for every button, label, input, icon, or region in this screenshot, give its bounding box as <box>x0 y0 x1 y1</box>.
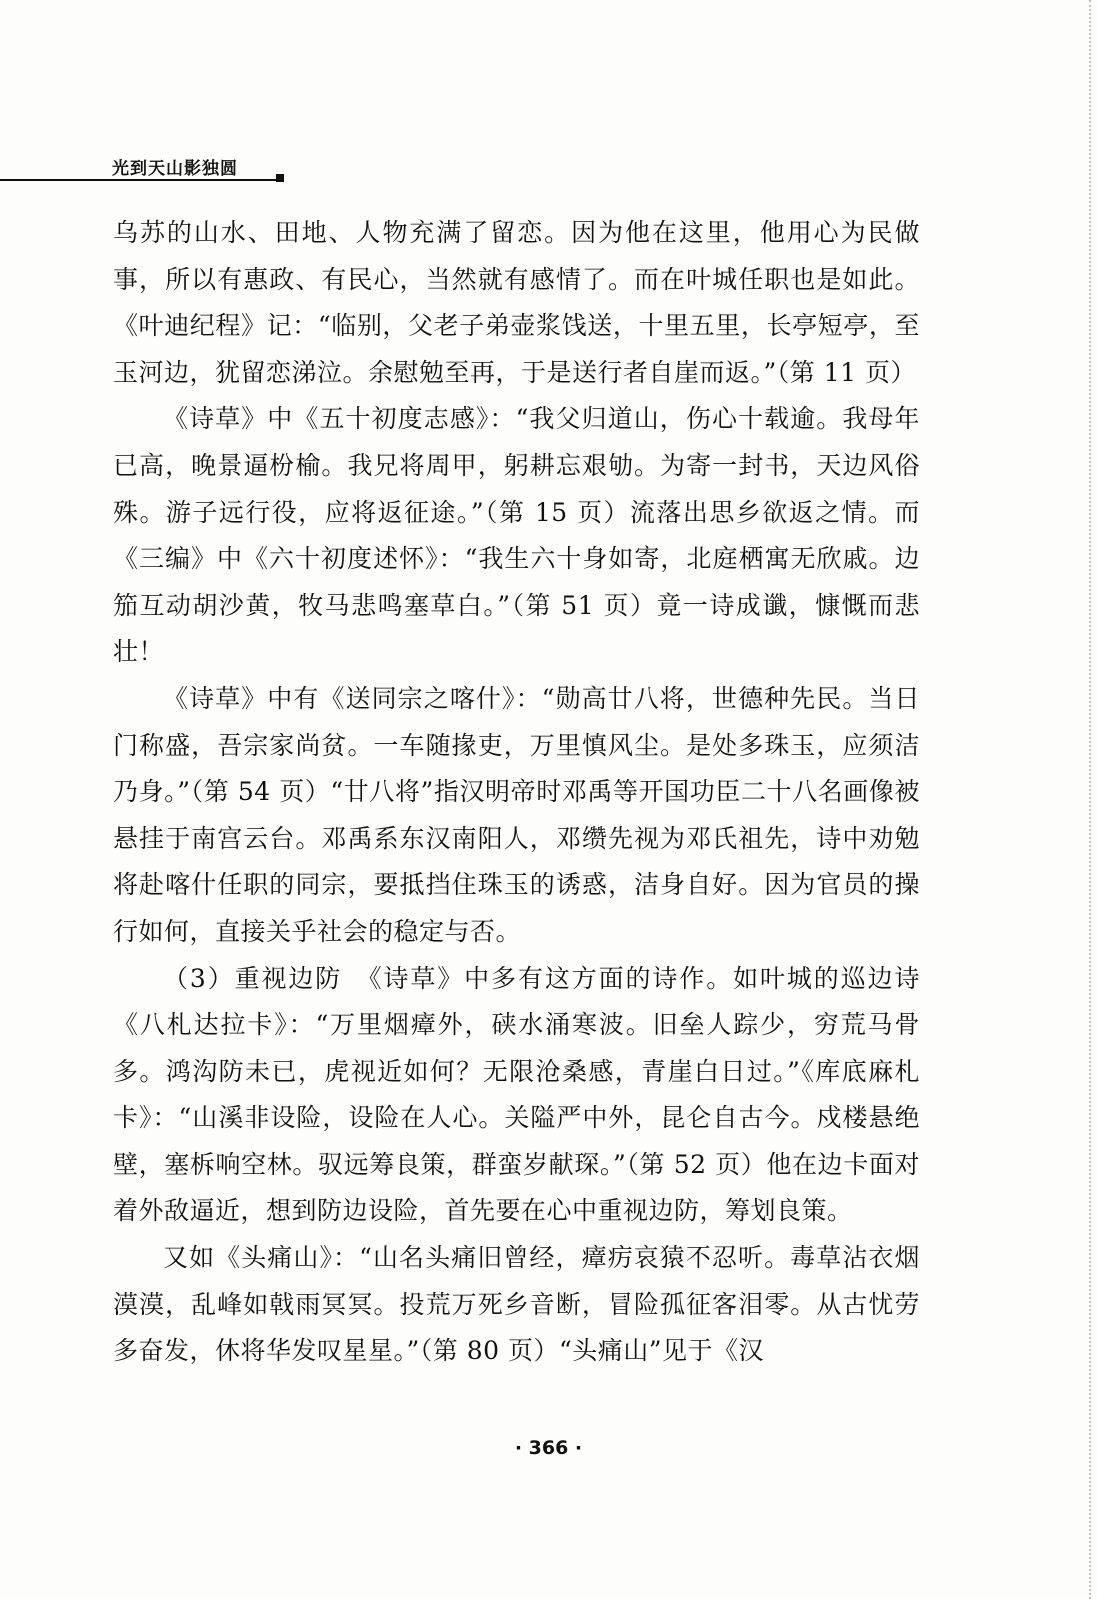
running-title: 光到天山影独圆 <box>112 159 238 179</box>
paragraph: 又如《头痛山》：“山名头痛旧曾经，瘴疠哀猿不忍听。毒草沾衣烟漠漠，乱峰如戟雨冥冥。投荒万死乡音断，冒险孤征客泪零。从古忧劳多奋发，休将华发叹星星。”（第 80 页）“头痛山”见于《汉 <box>113 1243 920 1366</box>
header-square-mark <box>276 174 284 182</box>
paragraph: 《诗草》中有《送同宗之喀什》：“勋高廿八将，世德种先民。当日门称盛，吾宗家尚贫。一车随掾吏，万里慎风尘。是处多珠玉，应须洁乃身。”（第 54 页）“廿八将”指汉明帝时邓禹等开国功臣二十八名画像被悬挂于南宫云台。邓禹系东汉南阳人，邓缵先视为邓氏祖先，诗中劝勉将赴喀什任职的同宗，要抵挡住珠玉的诱惑，洁身自好。因为官员的操行如何，直接关乎社会的稳定与否。 <box>113 683 920 946</box>
header-rule <box>0 179 280 181</box>
page-number: · 366 · <box>514 1437 583 1459</box>
body-text <box>113 210 920 1375</box>
scan-edge <box>1086 0 1091 1599</box>
paragraph: 乌苏的山水、田地、人物充满了留恋。因为他在这里，他用心为民做事，所以有惠政、有民心，当然就有感情了。而在叶城任职也是如此。《叶迪纪程》记：“临别，父老子弟壶浆饯送，十里五里，长亭短亭，至玉河边，犹留恋涕泣。余慰勉至再，于是送行者自崖而返。”（第 11 页） <box>113 218 920 387</box>
paragraph: （3）重视边防 《诗草》中多有这方面的诗作。如叶城的巡边诗《八札达拉卡》：“万里烟瘴外，硖水涌寒波。旧垒人踪少，穷荒马骨多。鸿沟防未已，虎视近如何？无限沧桑感，青崖白日过。”《库底麻札卡》：“山溪非设险，设险在人心。关隘严中外，昆仑自古今。戍楼悬绝壁，塞柝响空林。驭远筹良策，群蛮岁献琛。”（第 52 页）他在边卡面对着外敌逼近，想到防边设险，首先要在心中重视边防，筹划良策。 <box>113 963 920 1226</box>
paragraph: 《诗草》中《五十初度志感》：“我父归道山，伤心十载逾。我母年已高，晚景逼枌榆。我兄将周甲，躬耕忘艰劬。为寄一封书，天边风俗殊。游子远行役，应将返征途。”（第 15 页）流落出思乡欲返之情。而《三编》中《六十初度述怀》：“我生六十身如寄，北庭栖寓无欣戚。边笳互动胡沙黄，牧马悲鸣塞草白。”（第 51 页）竟一诗成谶，慷慨而悲壮！ <box>113 404 920 667</box>
running-header <box>0 150 290 182</box>
